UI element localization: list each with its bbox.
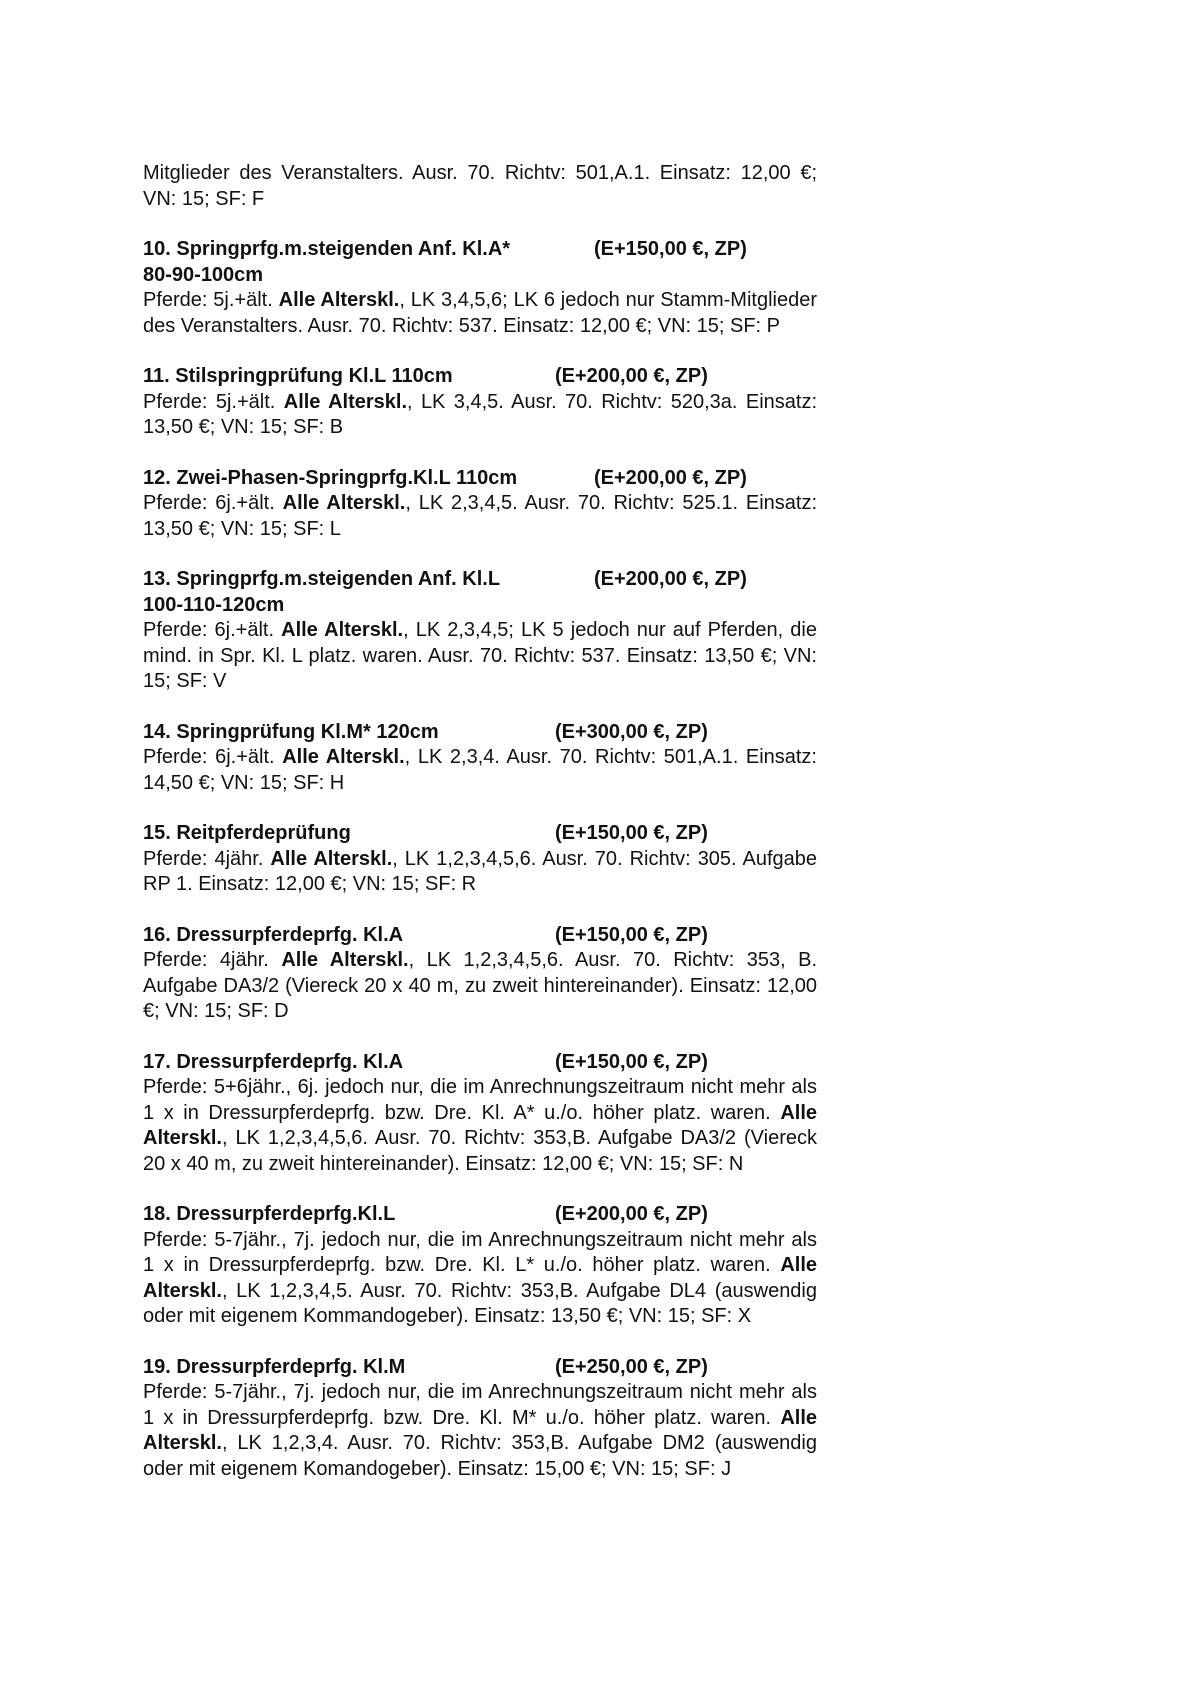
event-title: 10. Springprfg.m.steigenden Anf. Kl.A* bbox=[143, 238, 511, 260]
description-details: , LK 3,4,5. Ausr. 70. Richtv: 520,3a. Einsatz: 13,50 €; VN: 15; SF: B bbox=[143, 390, 817, 438]
event-prize: (E+150,00 €, ZP) bbox=[555, 923, 708, 946]
event-heading bbox=[143, 1202, 817, 1228]
description-details: , LK 1,2,3,4,5,6. Ausr. 70. Richtv: 353,B. Aufgabe DA3/2 (Viereck 20 x 40 m, zu zweit hintereinander). Einsatz: 12,00 €; VN: 15; SF: N bbox=[143, 1127, 817, 1175]
description-details: , LK 1,2,3,4,5,6. Ausr. 70. Richtv: 353, B. Aufgabe DA3/2 (Viereck 20 x 40 m, zu zweit hintereinander). Einsatz: 12,00 €; VN: 15; SF: D bbox=[143, 949, 818, 1022]
event-heading bbox=[143, 567, 817, 593]
event-prize: (E+150,00 €, ZP) bbox=[555, 822, 708, 844]
event-heading bbox=[143, 466, 817, 492]
description-prefix: Pferde: 5-7jähr., 7j. jedoch nur, die im Anrechnungszeitraum nicht mehr als 1 x in Dressurpferdeprfg. bzw. Dre. Kl. M* u./o. höher platz. waren. bbox=[143, 1381, 817, 1429]
description-prefix: Pferde: 4jähr. bbox=[143, 949, 269, 971]
event-list bbox=[143, 237, 817, 1482]
event-prize: (E+200,00 €, ZP) bbox=[555, 1203, 708, 1225]
age-class-label: Alle Alterskl. bbox=[282, 492, 406, 514]
event-prize: (E+200,00 €, ZP) bbox=[594, 466, 747, 489]
event-height-range: 80-90-100cm bbox=[143, 263, 264, 286]
event-description bbox=[143, 1380, 817, 1482]
event-block bbox=[143, 923, 817, 1025]
event-title: 12. Zwei-Phasen-Springprfg.Kl.L 110cm bbox=[143, 466, 518, 489]
event-block bbox=[143, 821, 817, 898]
event-heading bbox=[143, 821, 817, 847]
event-title: 17. Dressurpferdeprfg. Kl.A bbox=[143, 1050, 404, 1073]
event-prize: (E+300,00 €, ZP) bbox=[555, 720, 708, 743]
event-block bbox=[143, 364, 817, 441]
event-heading bbox=[143, 364, 817, 390]
description-details: , LK 1,2,3,4,5,6. Ausr. 70. Richtv: 305. Aufgabe RP 1. Einsatz: 12,00 €; VN: 15; SF: R bbox=[143, 847, 818, 895]
event-title: 14. Springprüfung Kl.M* 120cm bbox=[143, 720, 439, 743]
event-block bbox=[143, 237, 817, 339]
age-class-label: Alle Alterskl. bbox=[278, 289, 400, 311]
event-block bbox=[143, 466, 817, 543]
age-class-label: Alle Alterskl. bbox=[143, 1254, 818, 1302]
age-class-label: Alle Alterskl. bbox=[143, 1406, 817, 1454]
event-block bbox=[143, 1355, 817, 1483]
event-description bbox=[143, 618, 817, 695]
event-title: 13. Springprfg.m.steigenden Anf. Kl.L bbox=[143, 568, 501, 590]
event-title: 19. Dressurpferdeprfg. Kl.M bbox=[143, 1355, 406, 1378]
description-details: , LK 1,2,3,4,5. Ausr. 70. Richtv: 353,B. Aufgabe DL4 (auswendig oder mit eigenem Kommandogeber). Einsatz: 13,50 €; VN: 15; SF: X bbox=[143, 1279, 817, 1327]
event-title: 18. Dressurpferdeprfg.Kl.L bbox=[143, 1203, 396, 1225]
event-prize: (E+150,00 €, ZP) bbox=[555, 1050, 708, 1073]
age-class-label: Alle Alterskl. bbox=[282, 746, 405, 768]
event-prize: (E+200,00 €, ZP) bbox=[555, 365, 708, 387]
event-description bbox=[143, 1075, 817, 1177]
description-prefix: Pferde: 5j.+ält. bbox=[143, 289, 273, 311]
description-prefix: Pferde: 6j.+ält. bbox=[143, 492, 275, 514]
event-description bbox=[143, 288, 817, 339]
description-details: , LK 2,3,4,5. Ausr. 70. Richtv: 525.1. Einsatz: 13,50 €; VN: 15; SF: L bbox=[143, 492, 818, 540]
description-prefix: Pferde: 5-7jähr., 7j. jedoch nur, die im Anrechnungszeitraum nicht mehr als 1 x in Dressurpferdeprfg. bzw. Dre. Kl. L* u./o. höher platz. waren. bbox=[143, 1228, 817, 1276]
event-block bbox=[143, 1050, 817, 1178]
description-prefix: Pferde: 5+6jähr., 6j. jedoch nur, die im Anrechnungszeitraum nicht mehr als 1 x in Dressurpferdeprfg. bzw. Dre. Kl. A* u./o. höher platz. waren. bbox=[143, 1076, 817, 1124]
event-title: 16. Dressurpferdeprfg. Kl.A bbox=[143, 923, 404, 946]
age-class-label: Alle Alterskl. bbox=[270, 847, 393, 870]
age-class-label: Alle Alterskl. bbox=[143, 1101, 817, 1149]
description-details: , LK 1,2,3,4. Ausr. 70. Richtv: 353,B. Aufgabe DM2 (auswendig oder mit eigenem Komandogeber). Einsatz: 15,00 €; VN: 15; SF: J bbox=[143, 1432, 817, 1480]
description-prefix: Pferde: 6j.+ält. bbox=[143, 619, 275, 641]
event-block bbox=[143, 567, 817, 695]
age-class-label: Alle Alterskl. bbox=[281, 949, 409, 971]
event-description bbox=[143, 491, 817, 542]
event-description bbox=[143, 745, 817, 796]
event-description bbox=[143, 1228, 817, 1330]
event-block bbox=[143, 720, 817, 797]
event-heading bbox=[143, 1355, 817, 1381]
event-heading bbox=[143, 720, 817, 746]
age-class-label: Alle Alterskl. bbox=[281, 619, 404, 641]
event-prize: (E+150,00 €, ZP) bbox=[594, 238, 747, 260]
event-prize: (E+200,00 €, ZP) bbox=[594, 568, 747, 590]
intro-block bbox=[143, 161, 817, 212]
event-description bbox=[143, 948, 817, 1025]
description-prefix: Pferde: 6j.+ält. bbox=[143, 746, 275, 768]
event-block bbox=[143, 1202, 817, 1330]
event-description bbox=[143, 847, 817, 898]
description-prefix: Pferde: 4jähr. bbox=[143, 847, 264, 870]
document-page bbox=[143, 161, 817, 1507]
event-description bbox=[143, 390, 817, 441]
description-details: , LK 2,3,4. Ausr. 70. Richtv: 501,A.1. Einsatz: 14,50 €; VN: 15; SF: H bbox=[143, 746, 817, 794]
description-details: , LK 3,4,5,6; LK 6 jedoch nur Stamm-Mitglieder des Veranstalters. Ausr. 70. Richtv: 537. Einsatz: 12,00 €; VN: 15; SF: P bbox=[143, 289, 818, 337]
event-prize: (E+250,00 €, ZP) bbox=[555, 1355, 708, 1378]
description-details: , LK 2,3,4,5; LK 5 jedoch nur auf Pferden, die mind. in Spr. Kl. L platz. waren. Ausr. 70. Richtv: 537. Einsatz: 13,50 €; VN: 15; SF: V bbox=[143, 619, 817, 692]
intro-text: Mitglieder des Veranstalters. Ausr. 70. Richtv: 501,A.1. Einsatz: 12,00 €; VN: 15; SF: F bbox=[143, 162, 817, 210]
event-height-range: 100-110-120cm bbox=[143, 593, 285, 616]
event-title: 15. Reitpferdeprüfung bbox=[143, 822, 351, 844]
event-title: 11. Stilspringprüfung Kl.L 110cm bbox=[143, 365, 453, 387]
age-class-label: Alle Alterskl. bbox=[283, 390, 407, 413]
event-heading bbox=[143, 923, 817, 949]
event-heading bbox=[143, 237, 817, 263]
event-heading bbox=[143, 1050, 817, 1076]
description-prefix: Pferde: 5j.+ält. bbox=[143, 390, 276, 413]
